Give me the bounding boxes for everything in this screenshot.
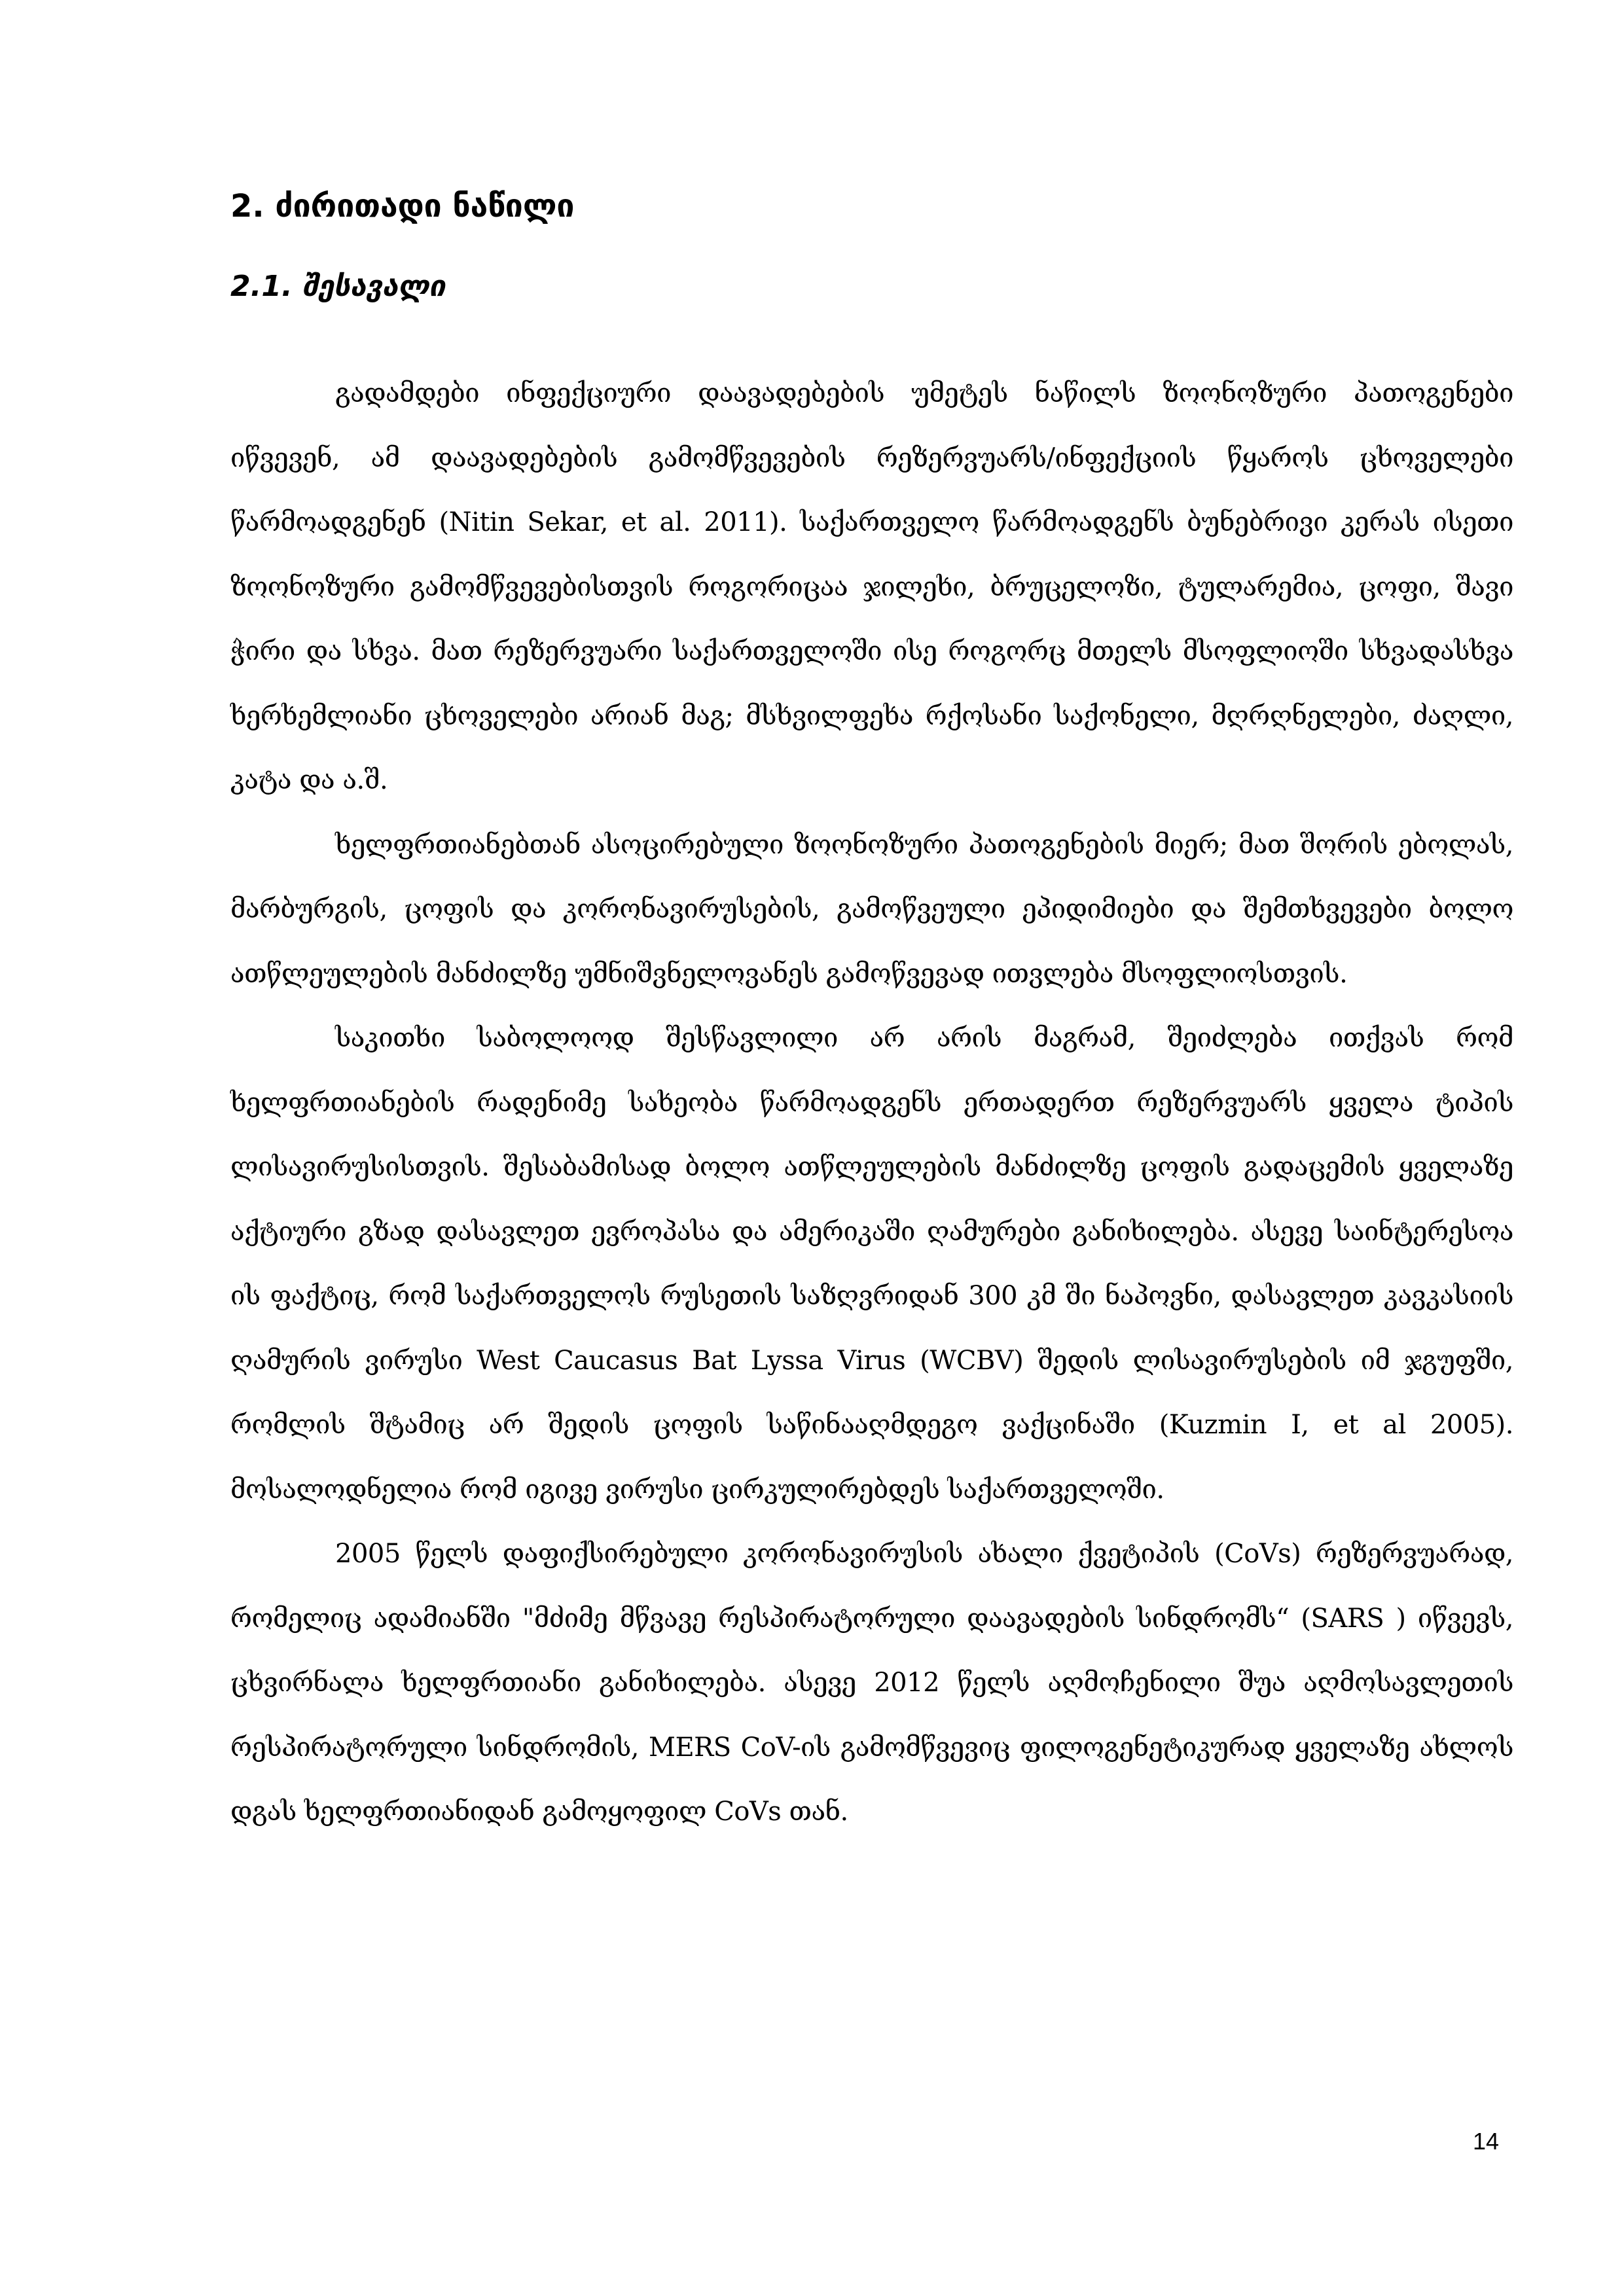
page-number: 14 (1473, 2128, 1500, 2155)
paragraph-coronavirus: 2005 წელს დაფიქსირებული კორონავირუსის ახალი ქვეტიპის (CoVs) რეზერვუარად, რომელიც ადამიანში "მძიმე მწვავე რესპირატორული დაავადების სინდრომს“ (SARS ) იწვევს, ცხვირნალა ხელფრთიანი განიხილება. ასევე 2012 წელს აღმოჩენილი შუა აღმოსავლეთის რესპირატორული სინდრომის, MERS CoV-ის გამომწვევიც ფილოგენეტიკურად ყველაზე ახლოს დგას ხელფრთიანიდან გამოყოფილ CoVs თან. (230, 1539, 1513, 1827)
subsection-heading: 2.1. შესავალი (230, 270, 446, 303)
section-heading: 2. ძირითადი ნაწილი (230, 188, 575, 224)
paragraph-zoonotic-pathogens: გადამდები ინფექციური დაავადებების უმეტეს ნაწილს ზოონოზური პათოგენები იწვევენ, ამ დაავადებების გამომწვევების რეზერვუარს/ინფექციის წყაროს ცხოველები წარმოადგენენ (Nitin Sekar, et al. 2011). საქართველო წარმოადგენს ბუნებრივი კერას ისეთი ზოონოზური გამომწვევებისთვის როგორიცაა ჯილეხი, ბრუცელოზი, ტულარემია, ცოფი, შავი ჭირი და სხვა. მათ რეზერვუარი საქართველოში ისე როგორც მთელს მსოფლიოში სხვადასხვა ხერხემლიანი ცხოველები არიან მაგ; მსხვილფეხა რქოსანი საქონელი, მღრღნელები, ძაღლი, კატა და ა.შ. (230, 378, 1513, 795)
paragraph-lyssavirus: საკითხი საბოლოოდ შესწავლილი არ არის მაგრამ, შეიძლება ითქვას რომ ხელფრთიანების რადენიმე სახეობა წარმოადგენს ერთადერთ რეზერვუარს ყველა ტიპის ლისავირუსისთვის. შესაბამისად ბოლო ათწლეულების მანძილზე ცოფის გადაცემის ყველაზე აქტიური გზად დასავლეთ ევროპასა და ამერიკაში ღამურები განიხილება. ასევე საინტერესოა ის ფაქტიც, რომ საქართველოს რუსეთის საზღვრიდან 300 კმ ში ნაპოვნი, დასავლეთ კავკასიის ღამურის ვირუსი West Caucasus Bat Lyssa Virus (WCBV) შედის ლისავირუსების იმ ჯგუფში, რომლის შტამიც არ შედის ცოფის საწინააღმდეგო ვაქცინაში (Kuzmin I, et al 2005). მოსალოდნელია რომ იგივე ვირუსი ცირკულირებდეს საქართველოში. (230, 1023, 1513, 1505)
body-text (230, 361, 1513, 1844)
paragraph-bat-associated-pathogens: ხელფრთიანებთან ასოცირებული ზოონოზური პათოგენების მიერ; მათ შორის ებოლას, მარბურგის, ცოფის და კორონავირუსების, გამოწვეული ეპიდიმიები და შემთხვევები ბოლო ათწლეულების მანძილზე უმნიშვნელოვანეს გამოწვევად ითვლება მსოფლიოსთვის. (230, 829, 1513, 989)
